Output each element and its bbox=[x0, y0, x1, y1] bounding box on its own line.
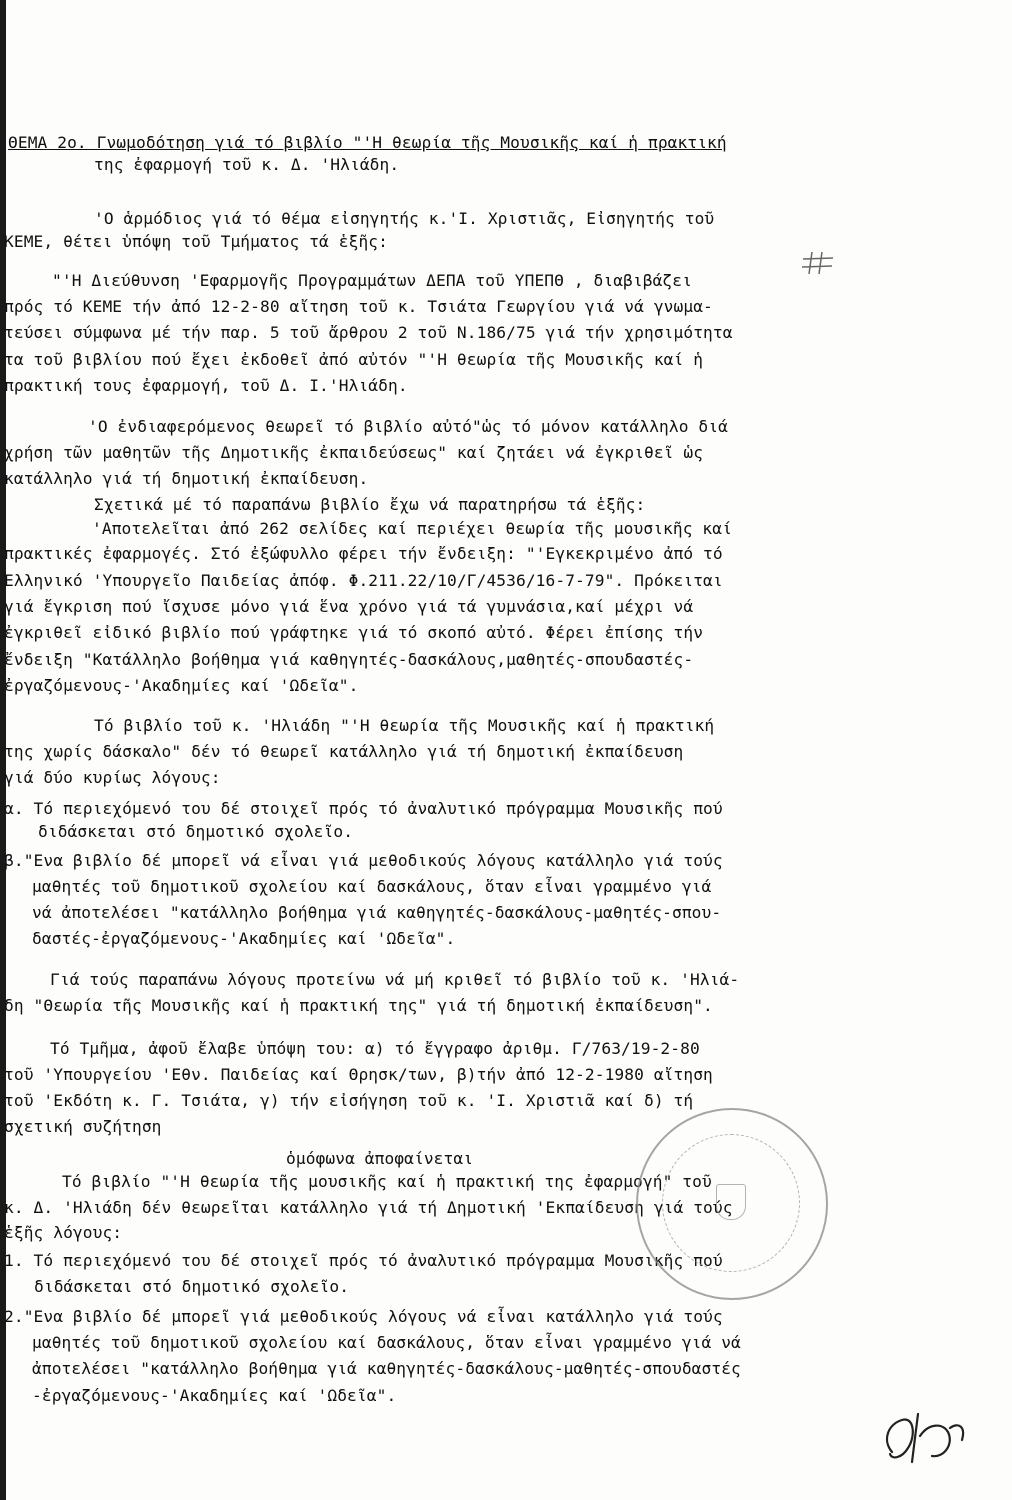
doc-line-22: της χωρίς δάσκαλο" δέν τό θεωρεῖ κατάλληλο γιά τή δημοτική ἐκπαίδευση bbox=[4, 742, 684, 761]
doc-line-36: ὁμόφωνα ἀποφαίνεται bbox=[286, 1149, 474, 1168]
seal-crest bbox=[716, 1184, 746, 1220]
doc-line-34: τοῦ 'Εκδότη κ. Γ. Τσιάτα, γ) τήν εἰσήγηση τοῦ κ. 'Ι. Χριστιᾶ καί δ) τή bbox=[4, 1091, 694, 1110]
doc-line-4: ΚΕΜΕ, θέτει ὑπόψη τοῦ Τμήματος τά ἑξῆς: bbox=[4, 232, 388, 251]
doc-line-23: γιά δύο κυρίως λόγους: bbox=[4, 768, 221, 787]
doc-line-20: ἐργαζόμενους-'Ακαδημίες καί 'Ωδεῖα". bbox=[4, 676, 359, 695]
doc-line-15: πρακτικές ἐφαρμογές. Στό ἐξώφυλλο φέρει τήν ἔνδειξη: "'Εγκεκριμένο ἀπό τό bbox=[4, 544, 723, 563]
doc-line-26: β."Ενα βιβλίο δέ μπορεῖ νά εἶναι γιά μεθοδικούς λόγους κατάλληλο γιά τούς bbox=[4, 851, 723, 870]
doc-line-27: μαθητές τοῦ δημοτικοῦ σχολείου καί δασκάλους, ὅταν εἶναι γραμμένο γιά bbox=[32, 877, 712, 896]
doc-line-45: -ἐργαζόμενους-'Ακαδημίες καί 'Ωδεῖα". bbox=[32, 1386, 397, 1405]
doc-line-2: της ἐφαρμογή τοῦ κ. Δ. 'Ηλιάδη. bbox=[94, 155, 400, 174]
doc-line-38: κ. Δ. 'Ηλιάδη δέν θεωρεῖται κατάλληλο γιά τή Δημοτική 'Εκπαίδευση γιά τούς bbox=[4, 1198, 733, 1217]
doc-line-13: Σχετικά μέ τό παραπάνω βιβλίο ἔχω νά παρατηρήσω τά ἑξῆς: bbox=[94, 495, 646, 514]
doc-line-21: Τό βιβλίο τοῦ κ. 'Ηλιάδη "'Η θεωρία τῆς Μουσικῆς καί ἡ πρακτική bbox=[94, 716, 715, 735]
doc-line-42: 2."Ενα βιβλίο δέ μπορεῖ γιά μεθοδικούς λόγους νά εἶναι κατάλληλο γιά τούς bbox=[4, 1307, 723, 1326]
doc-line-14: 'Αποτελεῖται ἀπό 262 σελίδες καί περιέχει θεωρία τῆς μουσικῆς καί bbox=[92, 519, 732, 538]
doc-line-40: 1. Τό περιεχόμενό του δέ στοιχεῖ πρός τό ἀναλυτικό πρόγραμμα Μουσικῆς πού bbox=[4, 1251, 723, 1270]
doc-line-10: 'Ο ἐνδιαφερόμενος θεωρεῖ τό βιβλίο αὐτό"ὡς τό μόνον κατάλληλο διά bbox=[88, 417, 728, 436]
doc-line-5: "'Η Διεύθυνση 'Εφαρμογῆς Προγραμμάτων ΔΕΠΑ τοῦ ΥΠΕΠΘ , διαβιβάζει bbox=[52, 271, 692, 290]
doc-line-30: Γιά τούς παραπάνω λόγους προτείνω νά μή κριθεῖ τό βιβλίο τοῦ κ. 'Ηλιά- bbox=[50, 970, 740, 989]
doc-line-25: διδάσκεται στό δημοτικό σχολεῖο. bbox=[38, 822, 354, 841]
doc-line-35: σχετική συζήτηση bbox=[4, 1117, 162, 1136]
doc-line-6: πρός τό ΚΕΜΕ τήν ἀπό 12-2-80 αἴτηση τοῦ κ. Τσιάτα Γεωργίου γιά νά γνωμα- bbox=[4, 297, 713, 316]
doc-line-12: κατάλληλο γιά τή δημοτική ἐκπαίδευση. bbox=[4, 469, 369, 488]
doc-line-33: τοῦ 'Υπουργείου 'Εθν. Παιδείας καί Θρησκ/των, β)τήν ἀπό 12-2-1980 αἴτηση bbox=[4, 1065, 713, 1084]
doc-line-39: ἑξῆς λόγους: bbox=[4, 1223, 123, 1242]
doc-line-19: ἔνδειξη "Κατάλληλο βοήθημα γιά καθηγητές-δασκάλους,μαθητές-σπουδαστές- bbox=[4, 650, 694, 669]
doc-line-44: ἀποτελέσει "κατάλληλο βοήθημα γιά καθηγητές-δασκάλους-μαθητές-σπουδαστές bbox=[32, 1359, 741, 1378]
doc-line-24: α. Τό περιεχόμενό του δέ στοιχεῖ πρός τό ἀναλυτικό πρόγραμμα Μουσικῆς πού bbox=[4, 799, 723, 818]
handwritten-signature bbox=[862, 1400, 982, 1470]
handwritten-hash-mark bbox=[800, 250, 836, 276]
doc-line-3: 'Ο ἁρμόδιος γιά τό θέμα εἰσηγητής κ.'Ι. Χριστιᾶς, Εἰσηγητής τοῦ bbox=[94, 209, 715, 228]
doc-line-32: Τό Τμῆμα, ἀφοῦ ἔλαβε ὑπόψη του: α) τό ἔγγραφο ἀριθμ. Γ/763/19-2-80 bbox=[50, 1039, 700, 1058]
doc-line-31: δη "Θεωρία τῆς Μουσικῆς καί ἡ πρακτική της" γιά τή δημοτική ἐκπαίδευση". bbox=[4, 996, 713, 1015]
doc-line-43: μαθητές τοῦ δημοτικοῦ σχολείου καί δασκάλους, ὅταν εἶναι γραμμένο γιά νά bbox=[32, 1333, 741, 1352]
doc-line-28: νά ἀποτελέσει "κατάλληλο βοήθημα γιά καθηγητές-δασκάλους-μαθητές-σπου- bbox=[32, 903, 722, 922]
official-seal-stamp bbox=[636, 1108, 828, 1300]
doc-line-11: χρήση τῶν μαθητῶν τῆς Δημοτικῆς ἐκπαιδεύσεως" καί ζητάει νά ἐγκριθεῖ ὡς bbox=[4, 443, 704, 462]
doc-line-8: τα τοῦ βιβλίου πού ἔχει ἐκδοθεῖ ἀπό αὐτόν "'Η θεωρία τῆς Μουσικῆς καί ἡ bbox=[4, 350, 704, 369]
doc-line-16: Ελληνικό 'Υπουργεῖο Παιδείας ἀπόφ. Φ.211.22/10/Γ/4536/16-7-79". Πρόκειται bbox=[4, 571, 723, 590]
doc-line-17: γιά ἔγκριση πού ἴσχυσε μόνο γιά ἕνα χρόνο γιά τά γυμνάσια,καί μέχρι νά bbox=[4, 597, 694, 616]
doc-line-1: ΘΕΜΑ 2ο. Γνωμοδότηση γιά τό βιβλίο "'Η θεωρία τῆς Μουσικῆς καί ἡ πρακτική bbox=[8, 133, 727, 152]
doc-line-29: δαστές-ἐργαζόμενους-'Ακαδημίες καί 'Ωδεῖα". bbox=[32, 929, 456, 948]
doc-line-41: διδάσκεται στό δημοτικό σχολεῖο. bbox=[34, 1277, 350, 1296]
doc-line-18: ἐγκριθεῖ εἰδικό βιβλίο πού γράφτηκε γιά τό σκοπό αὐτό. Φέρει ἐπίσης τήν bbox=[4, 623, 704, 642]
doc-line-9: πρακτική τους ἐφαρμογή, τοῦ Δ. Ι.'Ηλιάδη. bbox=[4, 376, 408, 395]
doc-line-37: Τό βιβλίο "'Η θεωρία τῆς μουσικῆς καί ἡ πρακτική της ἐφαρμογή" τοῦ bbox=[62, 1172, 712, 1191]
doc-line-7: τεύσει σύμφωνα μέ τήν παρ. 5 τοῦ ἄρθρου 2 τοῦ Ν.186/75 γιά τήν χρησιμότητα bbox=[4, 323, 733, 342]
